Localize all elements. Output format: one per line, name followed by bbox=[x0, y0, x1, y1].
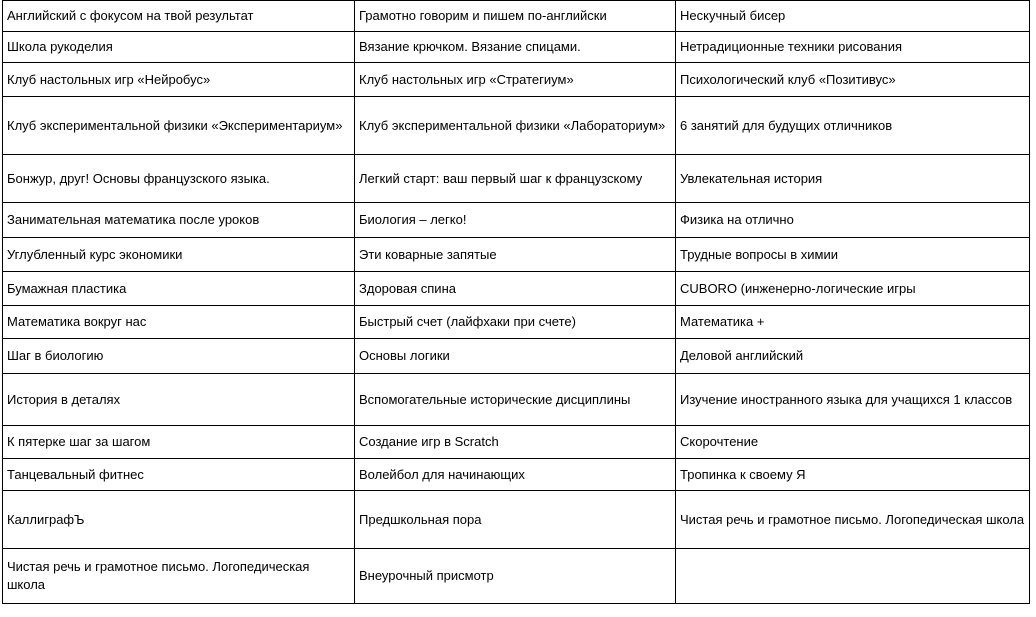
table-cell: Клуб настольных игр «Нейробус» bbox=[3, 63, 355, 97]
table-cell: Чистая речь и грамотное письмо. Логопедическая школа bbox=[3, 549, 355, 604]
table-cell: Клуб экспериментальной физики «Лабораториум» bbox=[355, 97, 676, 155]
table-row bbox=[3, 97, 1030, 155]
table-cell: Занимательная математика после уроков bbox=[3, 203, 355, 238]
table-row bbox=[3, 426, 1030, 459]
table-cell: Скорочтение bbox=[676, 426, 1030, 459]
table-row bbox=[3, 491, 1030, 549]
table-cell: Углубленный курс экономики bbox=[3, 238, 355, 272]
table-cell: Клуб экспериментальной физики «Экспериментариум» bbox=[3, 97, 355, 155]
table-cell: 6 занятий для будущих отличников bbox=[676, 97, 1030, 155]
table-row bbox=[3, 155, 1030, 203]
table-row bbox=[3, 549, 1030, 604]
table-cell: Быстрый счет (лайфхаки при счете) bbox=[355, 306, 676, 339]
table-cell: Здоровая спина bbox=[355, 272, 676, 306]
table-row bbox=[3, 238, 1030, 272]
table-row bbox=[3, 63, 1030, 97]
table-cell: Внеурочный присмотр bbox=[355, 549, 676, 604]
table-cell: История в деталях bbox=[3, 374, 355, 426]
table-cell: КаллиграфЪ bbox=[3, 491, 355, 549]
table-cell: Основы логики bbox=[355, 339, 676, 374]
table-cell: Чистая речь и грамотное письмо. Логопедическая школа bbox=[676, 491, 1030, 549]
table-cell: Вязание крючком. Вязание спицами. bbox=[355, 32, 676, 63]
table-cell: Предшкольная пора bbox=[355, 491, 676, 549]
table-cell: Клуб настольных игр «Стратегиум» bbox=[355, 63, 676, 97]
table-row bbox=[3, 339, 1030, 374]
table-cell: Эти коварные запятые bbox=[355, 238, 676, 272]
table-cell: Физика на отлично bbox=[676, 203, 1030, 238]
courses-table bbox=[2, 0, 1030, 604]
table-cell: Легкий старт: ваш первый шаг к французскому bbox=[355, 155, 676, 203]
table-cell: Психологический клуб «Позитивус» bbox=[676, 63, 1030, 97]
table-cell: Создание игр в Scratch bbox=[355, 426, 676, 459]
table-cell: К пятерке шаг за шагом bbox=[3, 426, 355, 459]
table-row bbox=[3, 272, 1030, 306]
table-cell: Трудные вопросы в химии bbox=[676, 238, 1030, 272]
table-cell: Изучение иностранного языка для учащихся 1 классов bbox=[676, 374, 1030, 426]
table-cell: Английский с фокусом на твой результат bbox=[3, 1, 355, 32]
table-cell: Вспомогательные исторические дисциплины bbox=[355, 374, 676, 426]
table-row bbox=[3, 203, 1030, 238]
table-cell: Тропинка к своему Я bbox=[676, 459, 1030, 491]
table-cell: Волейбол для начинающих bbox=[355, 459, 676, 491]
table-cell: Танцевальный фитнес bbox=[3, 459, 355, 491]
table-cell: Математика + bbox=[676, 306, 1030, 339]
table-cell: Нетрадиционные техники рисования bbox=[676, 32, 1030, 63]
table-row bbox=[3, 1, 1030, 32]
table-cell: Бумажная пластика bbox=[3, 272, 355, 306]
table-cell: Деловой английский bbox=[676, 339, 1030, 374]
table-cell bbox=[676, 549, 1030, 604]
table-row bbox=[3, 459, 1030, 491]
table-cell: Шаг в биологию bbox=[3, 339, 355, 374]
table-row bbox=[3, 32, 1030, 63]
table-row bbox=[3, 374, 1030, 426]
table-cell: Математика вокруг нас bbox=[3, 306, 355, 339]
table-cell: Бонжур, друг! Основы французского языка. bbox=[3, 155, 355, 203]
table-row bbox=[3, 306, 1030, 339]
table-cell: Биология – легко! bbox=[355, 203, 676, 238]
table-cell: Грамотно говорим и пишем по-английски bbox=[355, 1, 676, 32]
table-cell: Школа рукоделия bbox=[3, 32, 355, 63]
table-cell: Нескучный бисер bbox=[676, 1, 1030, 32]
table-cell: CUBORO (инженерно-логические игры bbox=[676, 272, 1030, 306]
table-cell: Увлекательная история bbox=[676, 155, 1030, 203]
